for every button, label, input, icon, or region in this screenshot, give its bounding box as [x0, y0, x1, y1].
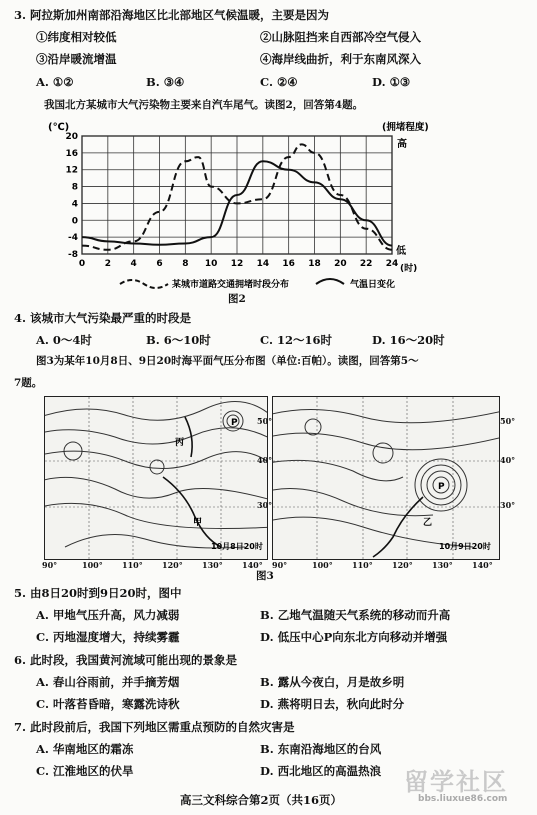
q7-stem: 7. 此时段前后，我国下列地区需重点预防的自然灾害是 — [14, 720, 295, 734]
lat-label-40-left: 40° — [257, 455, 273, 465]
map-stamp-oct9: 10月9日20时 — [439, 542, 491, 551]
figure3-caption: 图3 — [256, 570, 274, 582]
isobar-lines-oct9 — [273, 397, 499, 559]
q4-choice-d: D. 16～20时 — [372, 333, 445, 347]
chart-x-unit: (时) — [400, 264, 418, 274]
q3-choice-d: D. ①③ — [372, 75, 411, 89]
figure2-intro: 我国北方某城市大气污染物主要来自汽车尾气。读图2，回答第4题。 — [44, 99, 364, 111]
q4-choice-c: C. 12～16时 — [260, 333, 332, 347]
legend-solid-label: 气温日变化 — [350, 280, 396, 290]
lat-label-30-right: 30° — [500, 500, 516, 510]
q4-choice-b: B. 6～10时 — [146, 333, 211, 347]
q6-choice-d: D. 燕将明日去，秋向此时分 — [260, 697, 405, 711]
y-tick-label: 16 — [65, 148, 78, 159]
q5-choice-b: B. 乙地气温随天气系统的移动而升高 — [260, 608, 451, 622]
q5-choice-d: D. 低压中心P向东北方向移动并增强 — [260, 630, 448, 644]
y-tick-label: 12 — [65, 165, 78, 176]
lat-label-50-right: 50° — [500, 416, 516, 426]
y-tick-label: 4 — [71, 199, 78, 210]
map-stamp-oct8: 10月8日20时 — [211, 542, 263, 551]
x-tick-label: 24 — [385, 259, 399, 269]
lon-label: 120° — [162, 560, 183, 570]
y-tick-label: 20 — [65, 132, 78, 142]
q7-choice-b: B. 东南沿海地区的台风 — [260, 742, 382, 756]
q7-choice-a: A. 华南地区的霜冻 — [36, 742, 134, 756]
q5-choice-a: A. 甲地气压升高，风力减弱 — [36, 608, 180, 622]
q6-stem: 6. 此时段，我国黄河流域可能出现的景象是 — [14, 653, 238, 667]
figure3-intro-line1: 图3为某年10月8日、9日20时海平面气压分布图（单位:百帕）。读图，回答第5～ — [36, 355, 419, 367]
q4-choice-a: A. 0～4时 — [36, 333, 92, 347]
x-tick-label: 0 — [78, 259, 86, 269]
figure3-intro-line2: 7题。 — [14, 377, 43, 389]
q6-choice-c: C. 叶落苔昏暗，寒露洗诗秋 — [36, 697, 180, 711]
chart-x-ticks — [79, 259, 398, 269]
legend-dash-swatch — [120, 280, 168, 288]
lon-label: 100° — [312, 560, 333, 570]
map-label-p-right: P — [438, 482, 445, 492]
x-tick-label: 18 — [308, 259, 321, 269]
q3-choice-b: B. ③④ — [146, 75, 185, 89]
legend-dash-label: 某城市道路交通拥堵时段分布 — [172, 280, 290, 290]
x-tick-label: 4 — [130, 259, 137, 269]
q5-choice-c: C. 丙地湿度增大，持续雾霾 — [36, 630, 180, 644]
q6-choice-b: B. 露从今夜白，月是故乡明 — [260, 675, 405, 689]
lon-label: 110° — [352, 560, 373, 570]
pressure-map-oct9 — [272, 396, 500, 560]
map-label-yi: 乙 — [423, 518, 433, 528]
q3-opt3: ③沿岸暖流增温 — [36, 52, 117, 66]
lat-label-50-left: 50° — [257, 416, 273, 426]
lon-label: 100° — [82, 560, 103, 570]
isobar-lines-oct8 — [45, 397, 267, 559]
lat-label-40-right: 40° — [500, 455, 516, 465]
chart-y-ticks — [65, 132, 78, 260]
x-tick-label: 8 — [182, 259, 189, 269]
chart-left-unit: (℃) — [48, 122, 70, 133]
y-tick-label: 0 — [71, 216, 78, 227]
map-label-p-left: P — [231, 418, 238, 428]
q3-stem: 3. 阿拉斯加州南部沿海地区比北部地区气候温暖，主要是因为 — [14, 8, 330, 22]
x-tick-label: 12 — [230, 259, 244, 269]
lon-label: 140° — [472, 560, 493, 570]
x-tick-label: 2 — [104, 259, 111, 269]
x-tick-label: 22 — [359, 259, 373, 269]
x-tick-label: 16 — [282, 259, 295, 269]
q5-stem: 5. 由8日20时到9日20时，图中 — [14, 586, 182, 600]
x-tick-label: 10 — [204, 259, 218, 269]
lon-label: 90° — [42, 560, 58, 570]
pressure-map-oct8 — [44, 396, 268, 560]
y-tick-label: -8 — [68, 250, 78, 260]
x-tick-label: 6 — [156, 259, 163, 269]
page-footer: 高三文科综合第2页（共16页） — [180, 793, 343, 807]
q4-stem: 4. 该城市大气污染最严重的时段是 — [14, 311, 192, 325]
lon-label: 110° — [122, 560, 143, 570]
q3-choice-c: C. ②④ — [260, 75, 298, 89]
lon-label: 140° — [242, 560, 263, 570]
lat-label-30-left: 30° — [257, 500, 273, 510]
x-tick-label: 20 — [334, 259, 347, 269]
y-tick-label: 8 — [71, 182, 78, 193]
x-tick-label: 14 — [256, 259, 270, 269]
legend-solid-swatch — [316, 279, 344, 284]
map-label-jia: 甲 — [193, 518, 203, 528]
map-label-bing: 丙 — [175, 438, 185, 448]
chart-right-top: 高 — [397, 139, 407, 150]
figure2-caption: 图2 — [228, 293, 246, 305]
chart-legend — [120, 278, 395, 290]
q3-choice-a: A. ①② — [36, 75, 74, 89]
q3-opt1: ①纬度相对较低 — [36, 30, 117, 44]
q6-choice-a: A. 春山谷雨前，并手摘芳烟 — [36, 675, 180, 689]
q3-opt4: ④海岸线曲折，利于东南风深入 — [260, 52, 421, 66]
chart-right-bottom: 低 — [396, 246, 406, 257]
watermark-url: bbs.liuxue86.com — [418, 794, 508, 804]
y-tick-label: -4 — [68, 233, 78, 244]
figure2-chart — [40, 114, 440, 304]
lon-label: 130° — [202, 560, 223, 570]
q7-choice-d: D. 西北地区的高温热浪 — [260, 764, 382, 778]
watermark-brand: 留学社区 — [404, 768, 508, 796]
q3-opt2: ②山脉阻挡来自西部冷空气侵入 — [260, 30, 421, 44]
lon-label: 120° — [392, 560, 413, 570]
lon-label: 90° — [272, 560, 288, 570]
q7-choice-c: C. 江淮地区的伏旱 — [36, 764, 134, 778]
chart-right-unit: (拥堵程度) — [382, 122, 429, 133]
lon-label: 130° — [432, 560, 453, 570]
